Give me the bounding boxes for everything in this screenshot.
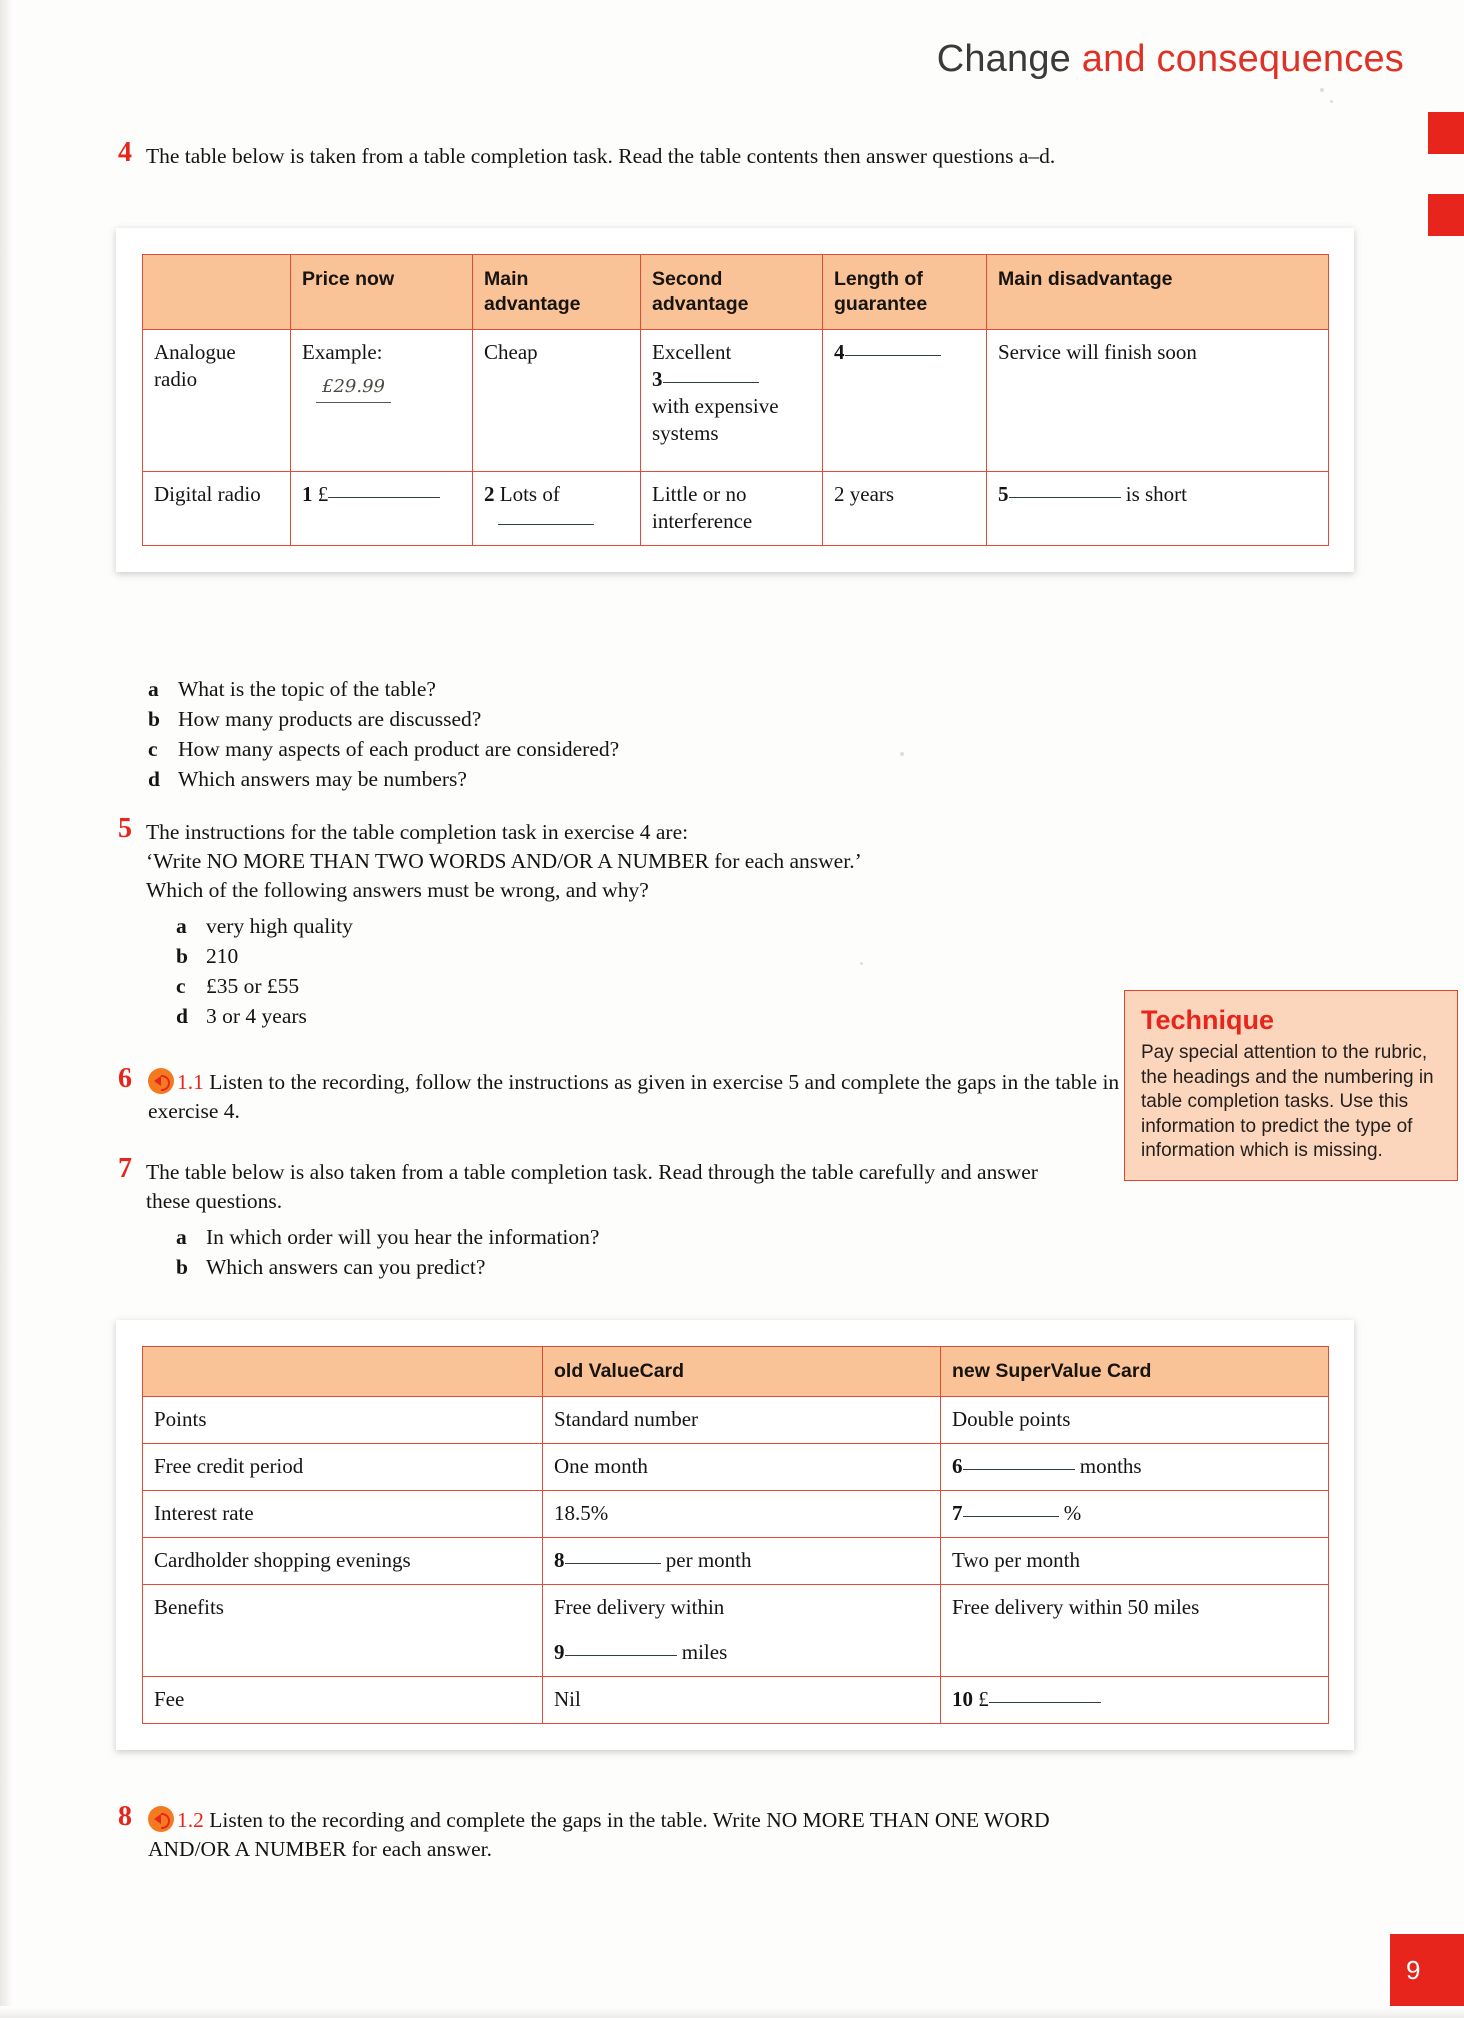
sub-text: How many products are discussed? [178, 707, 482, 731]
technique-callout-box [1124, 990, 1458, 1181]
gap-6-post: months [1079, 1454, 1142, 1478]
list-item [148, 674, 1048, 704]
radio-cell-disadvantage-gap [987, 472, 1329, 546]
answer-gap-3[interactable] [663, 382, 759, 383]
cards-row-label-free-credit-period: Free credit period [143, 1444, 543, 1491]
list-item [148, 734, 1048, 764]
answer-gap-1[interactable] [328, 497, 440, 498]
gap-number-2: 2 [484, 482, 495, 506]
page-number-badge [1390, 1934, 1464, 2006]
sub-letter: d [176, 1004, 188, 1028]
radio-cell-main-advantage: Cheap [473, 330, 641, 472]
exercise-7 [118, 1153, 1038, 1282]
sub-text: Which answers may be numbers? [178, 767, 467, 791]
sub-letter: b [176, 944, 188, 968]
price-example-label: Example: [302, 340, 383, 364]
cards-cell-new-points: Double points [941, 1397, 1329, 1444]
sub-letter: b [176, 1255, 188, 1279]
cards-cell-old-evenings [543, 1538, 941, 1585]
page-edge-shadow-bottom [0, 2006, 1464, 2018]
sub-text: Which answers can you predict? [206, 1255, 486, 1279]
radio-table-header-blank [143, 255, 291, 330]
cards-cell-new-credit [941, 1444, 1329, 1491]
running-head-dark: Change [936, 38, 1071, 80]
gap-number-10: 10 [952, 1687, 973, 1711]
radio-cell-guarantee-2: 2 years [823, 472, 987, 546]
exercise-7-text: The table below is also taken from a table completion task. Read through the table carefully and answer these questions. [146, 1160, 1038, 1213]
sub-text: 210 [206, 944, 239, 968]
main-advantage-text: Lots of [499, 482, 560, 506]
table-row [143, 1444, 1329, 1491]
gap-7-post: % [1063, 1501, 1082, 1525]
scan-speck [1320, 88, 1324, 92]
page-number: 9 [1406, 1954, 1421, 1985]
gap-number-4: 4 [834, 340, 845, 364]
radio-table-header-main-disadvantage: Main disadvantage [987, 255, 1329, 330]
radio-table [142, 254, 1329, 546]
radio-cell-guarantee [823, 330, 987, 472]
exercise-8-text: Listen to the recording and complete the gaps in the table. Write NO MORE THAN ONE WORD AND/OR A NUMBER for each answer. [148, 1808, 1050, 1861]
radio-table-header-price-now: Price now [291, 255, 473, 330]
cards-row-label-points: Points [143, 1397, 543, 1444]
sub-letter: a [148, 677, 159, 701]
answer-gap-6[interactable] [963, 1469, 1075, 1470]
exercise-8-number: 8 [118, 1801, 132, 1832]
page-edge-shadow-left [0, 0, 14, 2018]
cards-table-header-old-valuecard: old ValueCard [543, 1347, 941, 1397]
sub-text: How many aspects of each product are considered? [178, 737, 620, 761]
cards-row-label-interest-rate: Interest rate [143, 1491, 543, 1538]
cards-table-header-blank [143, 1347, 543, 1397]
disadvantage-post: is short [1125, 482, 1188, 506]
table-row [143, 472, 1329, 546]
radio-table-card [116, 228, 1354, 572]
cards-cell-new-interest [941, 1491, 1329, 1538]
sub-text: 3 or 4 years [206, 1004, 307, 1028]
currency-symbol-fee: £ [978, 1687, 989, 1711]
cards-cell-new-evenings: Two per month [941, 1538, 1329, 1585]
second-advantage-post: with expensive systems [652, 394, 779, 445]
gap-number-1: 1 [302, 482, 313, 506]
radio-cell-price-now-example [291, 330, 473, 472]
cards-cell-new-fee [941, 1677, 1329, 1724]
sub-letter: c [148, 737, 158, 761]
sub-letter: d [148, 767, 160, 791]
sub-letter: a [176, 1225, 187, 1249]
audio-track-number: 1.2 [177, 1808, 204, 1832]
answer-gap-5[interactable] [1009, 497, 1121, 498]
gap-number-8: 8 [554, 1548, 565, 1572]
exercise-5-line-3: Which of the following answers must be wrong, and why? [146, 878, 649, 902]
answer-gap-10[interactable] [989, 1702, 1101, 1703]
gap-number-3: 3 [652, 367, 663, 391]
exercise-6-number: 6 [118, 1063, 132, 1094]
scan-speck [1330, 100, 1333, 103]
sub-letter: c [176, 974, 186, 998]
table-row [143, 1585, 1329, 1677]
cards-row-label-fee: Fee [143, 1677, 543, 1724]
cards-cell-old-interest: 18.5% [543, 1491, 941, 1538]
running-head-red: and consequences [1081, 38, 1404, 80]
benefits-old-pre: Free delivery within [554, 1595, 725, 1619]
radio-table-header-second-advantage: Second advantage [641, 255, 823, 330]
cards-cell-old-points: Standard number [543, 1397, 941, 1444]
exercise-6-text: Listen to the recording, follow the instructions as given in exercise 5 and complete the gaps in the table in exercise 4. [148, 1070, 1120, 1123]
cards-cell-old-fee: Nil [543, 1677, 941, 1724]
audio-speaker-icon[interactable] [148, 1806, 174, 1832]
table-row [143, 1538, 1329, 1585]
margin-tab-upper [1428, 112, 1464, 154]
radio-cell-second-advantage [641, 330, 823, 472]
sub-text: very high quality [206, 914, 353, 938]
sub-text: £35 or £55 [206, 974, 300, 998]
exercise-8 [118, 1801, 1098, 1864]
table-row [143, 1491, 1329, 1538]
exercise-5-number: 5 [118, 813, 132, 844]
exercise-7-number: 7 [118, 1153, 132, 1184]
gap-number-9: 9 [554, 1640, 565, 1664]
cards-row-label-shopping-evenings: Cardholder shopping evenings [143, 1538, 543, 1585]
list-item [176, 1222, 1038, 1252]
table-row [143, 330, 1329, 472]
exercise-4-subquestions [148, 668, 1048, 794]
answer-gap-7[interactable] [963, 1516, 1059, 1517]
cards-table-header-new-supervalue-card: new SuperValue Card [941, 1347, 1329, 1397]
radio-table-header-length-of-guarantee: Length of guarantee [823, 255, 987, 330]
table-row [143, 1677, 1329, 1724]
list-item [176, 1001, 1118, 1031]
cards-table [142, 1346, 1329, 1724]
cards-table-card [116, 1320, 1354, 1750]
table-row [143, 1397, 1329, 1444]
radio-row-label-digital: Digital radio [143, 472, 291, 546]
radio-table-header-row [143, 255, 1329, 330]
radio-row-label-analogue: Analogue radio [143, 330, 291, 472]
sub-text: What is the topic of the table? [178, 677, 436, 701]
exercise-5 [118, 813, 1118, 1031]
answer-gap-4[interactable] [845, 355, 941, 356]
technique-title: Technique [1141, 1005, 1275, 1035]
answer-gap-9[interactable] [565, 1655, 677, 1656]
cards-table-header-row [143, 1347, 1329, 1397]
exercise-4-text: The table below is taken from a table completion task. Read the table contents then answer questions a–d. [146, 144, 1056, 168]
list-item [176, 971, 1118, 1001]
answer-gap-2[interactable] [498, 524, 594, 525]
exercise-5-line-1: The instructions for the table completion task in exercise 4 are: [146, 820, 689, 844]
gap-9-post: miles [681, 1640, 728, 1664]
sub-text: In which order will you hear the information? [206, 1225, 600, 1249]
second-advantage-pre: Excellent [652, 340, 732, 364]
cards-cell-old-credit: One month [543, 1444, 941, 1491]
gap-8-post: per month [665, 1548, 752, 1572]
list-item [148, 764, 1048, 794]
gap-number-6: 6 [952, 1454, 963, 1478]
list-item [176, 941, 1118, 971]
running-head [937, 38, 1404, 81]
cards-cell-old-benefits [543, 1585, 941, 1677]
audio-speaker-icon[interactable] [148, 1068, 174, 1094]
radio-cell-main-disadvantage: Service will finish soon [987, 330, 1329, 472]
margin-tab-lower [1428, 194, 1464, 236]
technique-body: Pay special attention to the rubric, the headings and the numbering in table completion tasks. Use this information to predict the type of information which is missing. [1141, 1042, 1434, 1161]
exercise-4 [118, 137, 1178, 171]
gap-number-7: 7 [952, 1501, 963, 1525]
radio-cell-price-gap [291, 472, 473, 546]
gap-number-5: 5 [998, 482, 1009, 506]
audio-track-number: 1.1 [177, 1070, 204, 1094]
exercise-6 [118, 1063, 1138, 1126]
list-item [176, 911, 1118, 941]
exercise-5-line-2: ‘Write NO MORE THAN TWO WORDS AND/OR A NUMBER for each answer.’ [146, 849, 862, 873]
currency-symbol: £ [317, 482, 329, 506]
answer-gap-8[interactable] [565, 1563, 661, 1564]
exercise-4-number: 4 [118, 137, 132, 168]
sub-letter: a [176, 914, 187, 938]
sub-letter: b [148, 707, 160, 731]
list-item [148, 704, 1048, 734]
cards-row-label-benefits: Benefits [143, 1585, 543, 1677]
radio-table-header-main-advantage: Main advantage [473, 255, 641, 330]
list-item [176, 1252, 1038, 1282]
cards-cell-new-benefits: Free delivery within 50 miles [941, 1585, 1329, 1677]
radio-cell-second-advantage-2: Little or no interference [641, 472, 823, 546]
price-example-answer: £29.99 [316, 373, 391, 403]
radio-cell-main-advantage-gap [473, 472, 641, 546]
